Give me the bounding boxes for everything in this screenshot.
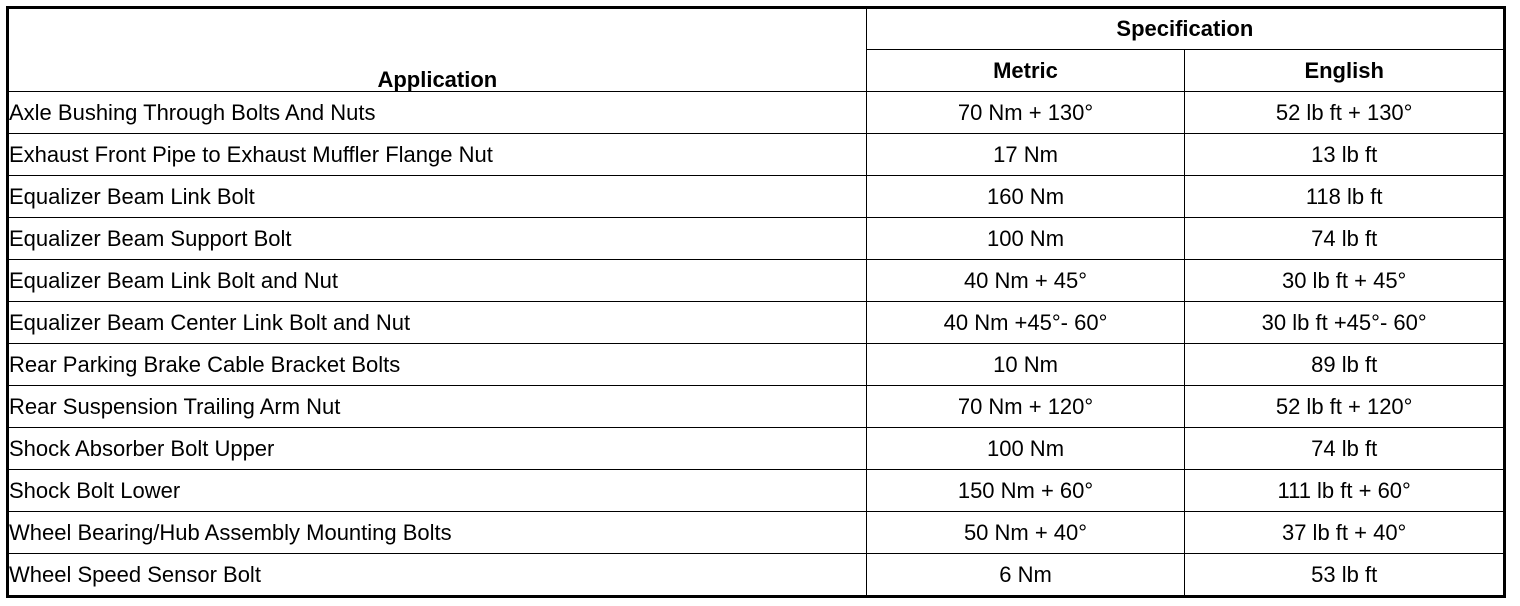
english-cell: 74 lb ft (1185, 428, 1505, 470)
english-cell: 74 lb ft (1185, 218, 1505, 260)
application-cell: Equalizer Beam Link Bolt and Nut (8, 260, 867, 302)
application-cell: Axle Bushing Through Bolts And Nuts (8, 92, 867, 134)
table-row (8, 92, 1505, 134)
table-row (8, 554, 1505, 597)
header-row-top (8, 8, 1505, 50)
table-row (8, 176, 1505, 218)
application-cell: Wheel Bearing/Hub Assembly Mounting Bolts (8, 512, 867, 554)
metric-cell: 100 Nm (866, 218, 1185, 260)
application-header: Application (8, 8, 867, 92)
application-cell: Shock Bolt Lower (8, 470, 867, 512)
table-row (8, 470, 1505, 512)
metric-cell: 100 Nm (866, 428, 1185, 470)
metric-cell: 6 Nm (866, 554, 1185, 597)
application-cell: Equalizer Beam Support Bolt (8, 218, 867, 260)
english-cell: 89 lb ft (1185, 344, 1505, 386)
table-row (8, 134, 1505, 176)
metric-cell: 40 Nm +45°- 60° (866, 302, 1185, 344)
table-row (8, 302, 1505, 344)
application-cell: Rear Parking Brake Cable Bracket Bolts (8, 344, 867, 386)
table-row (8, 260, 1505, 302)
metric-cell: 70 Nm + 120° (866, 386, 1185, 428)
metric-cell: 50 Nm + 40° (866, 512, 1185, 554)
table-row (8, 428, 1505, 470)
english-cell: 30 lb ft + 45° (1185, 260, 1505, 302)
application-cell: Exhaust Front Pipe to Exhaust Muffler Flange Nut (8, 134, 867, 176)
english-cell: 13 lb ft (1185, 134, 1505, 176)
specification-header: Specification (866, 8, 1504, 50)
application-cell: Equalizer Beam Link Bolt (8, 176, 867, 218)
english-cell: 118 lb ft (1185, 176, 1505, 218)
metric-cell: 70 Nm + 130° (866, 92, 1185, 134)
metric-cell: 160 Nm (866, 176, 1185, 218)
torque-spec-table (6, 6, 1506, 598)
english-cell: 111 lb ft + 60° (1185, 470, 1505, 512)
metric-cell: 17 Nm (866, 134, 1185, 176)
metric-cell: 40 Nm + 45° (866, 260, 1185, 302)
table-row (8, 386, 1505, 428)
application-cell: Rear Suspension Trailing Arm Nut (8, 386, 867, 428)
english-cell: 53 lb ft (1185, 554, 1505, 597)
metric-cell: 150 Nm + 60° (866, 470, 1185, 512)
application-cell: Shock Absorber Bolt Upper (8, 428, 867, 470)
table-row (8, 512, 1505, 554)
table-row (8, 344, 1505, 386)
english-cell: 52 lb ft + 130° (1185, 92, 1505, 134)
table-row (8, 218, 1505, 260)
table-body (8, 92, 1505, 597)
metric-cell: 10 Nm (866, 344, 1185, 386)
metric-header: Metric (866, 50, 1185, 92)
application-cell: Equalizer Beam Center Link Bolt and Nut (8, 302, 867, 344)
english-header: English (1185, 50, 1505, 92)
english-cell: 37 lb ft + 40° (1185, 512, 1505, 554)
spec-table-container (6, 6, 1506, 598)
english-cell: 52 lb ft + 120° (1185, 386, 1505, 428)
english-cell: 30 lb ft +45°- 60° (1185, 302, 1505, 344)
application-cell: Wheel Speed Sensor Bolt (8, 554, 867, 597)
